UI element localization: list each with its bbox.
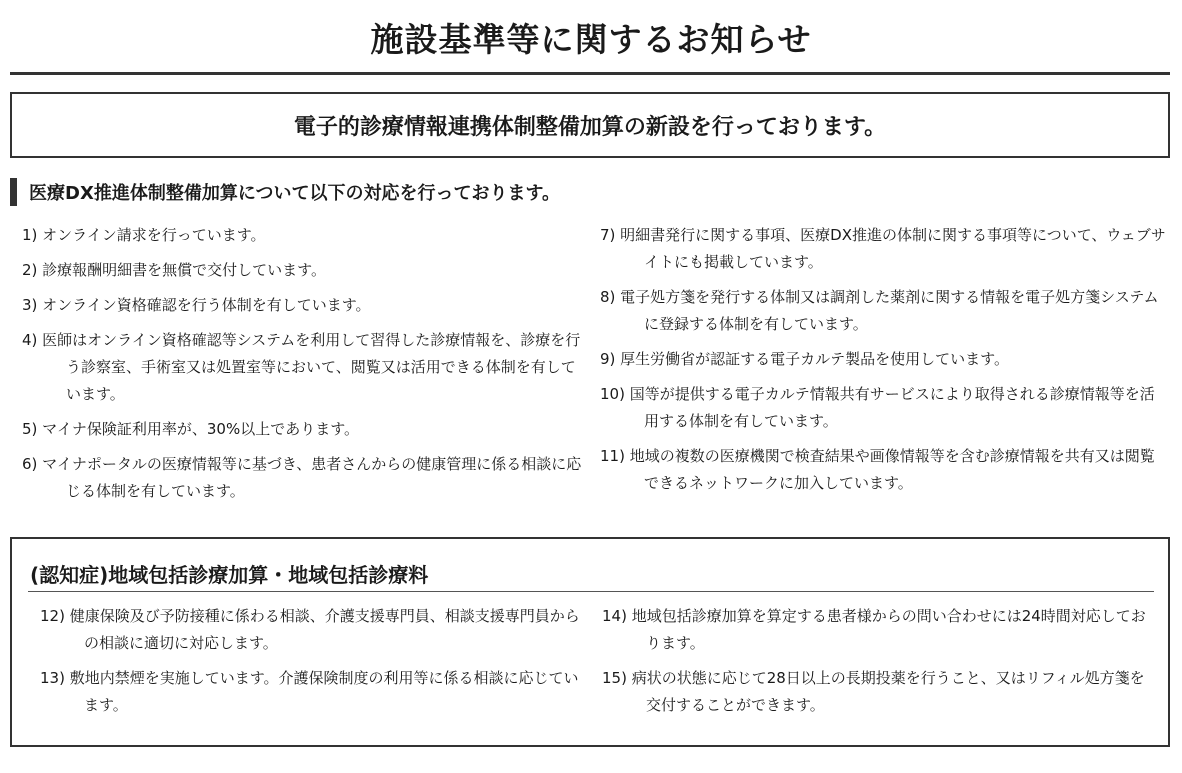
list-item: 7) 明細書発行に関する事項、医療DX推進の体制に関する事項等について、ウェブサイトにも掲載しています。 xyxy=(600,226,1166,271)
section2-box xyxy=(10,537,1170,747)
list-item: 10) 国等が提供する電子カルテ情報共有サービスにより取得される診療情報等を活用する体制を有しています。 xyxy=(600,385,1155,430)
list-item: 8) 電子処方箋を発行する体制又は調剤した薬剤に関する情報を電子処方箋システムに登録する体制を有しています。 xyxy=(600,288,1159,333)
section2-left-list xyxy=(40,603,580,727)
list-item: 3) オンライン資格確認を行う体制を有しています。 xyxy=(22,296,371,314)
list-item: 12) 健康保険及び予防接種に係わる相談、介護支援専門員、相談支援専門員からの相談に適切に対応します。 xyxy=(40,607,580,652)
list-item: 13) 敷地内禁煙を実施しています。介護保険制度の利用等に係る相談に応じています。 xyxy=(40,669,579,714)
list-item: 4) 医師はオンライン資格確認等システムを利用して習得した診療情報を、診療を行う診察室、手術室又は処置室等において、閲覧又は活用できる体制を有しています。 xyxy=(22,331,581,403)
section1-left-list xyxy=(22,222,588,513)
list-item: 5) マイナ保険証利用率が、30%以上であります。 xyxy=(22,420,360,438)
announcement-box xyxy=(10,92,1170,158)
announcement-text: 電子的診療情報連携体制整備加算の新設を行っております。 xyxy=(293,114,887,140)
section2-right-list xyxy=(602,603,1152,727)
section2-heading: (認知症)地域包括診療加算・地域包括診療料 xyxy=(30,563,429,587)
title-divider xyxy=(10,72,1170,75)
page-title: 施設基準等に関するお知らせ xyxy=(370,20,812,59)
list-item: 9) 厚生労働省が認証する電子カルテ製品を使用しています。 xyxy=(600,350,1009,368)
section1-heading-text: 医療DX推進体制整備加算について以下の対応を行っております。 xyxy=(29,183,561,204)
section2-divider xyxy=(28,591,1154,592)
heading-marker-bar xyxy=(10,178,17,206)
section1-right-list xyxy=(600,222,1166,505)
list-item: 14) 地域包括診療加算を算定する患者様からの問い合わせには24時間対応しております。 xyxy=(602,607,1146,652)
section1-heading xyxy=(10,177,560,207)
list-item: 6) マイナポータルの医療情報等に基づき、患者さんからの健康管理に係る相談に応じる体制を有しています。 xyxy=(22,455,582,500)
list-item: 2) 診療報酬明細書を無償で交付しています。 xyxy=(22,261,326,279)
list-item: 15) 病状の状態に応じて28日以上の長期投薬を行うこと、又はリフィル処方箋を交付することができます。 xyxy=(602,669,1145,714)
list-item: 11) 地域の複数の医療機関で検査結果や画像情報等を含む診療情報を共有又は閲覧できるネットワークに加入しています。 xyxy=(600,447,1155,492)
list-item: 1) オンライン請求を行っています。 xyxy=(22,226,266,244)
